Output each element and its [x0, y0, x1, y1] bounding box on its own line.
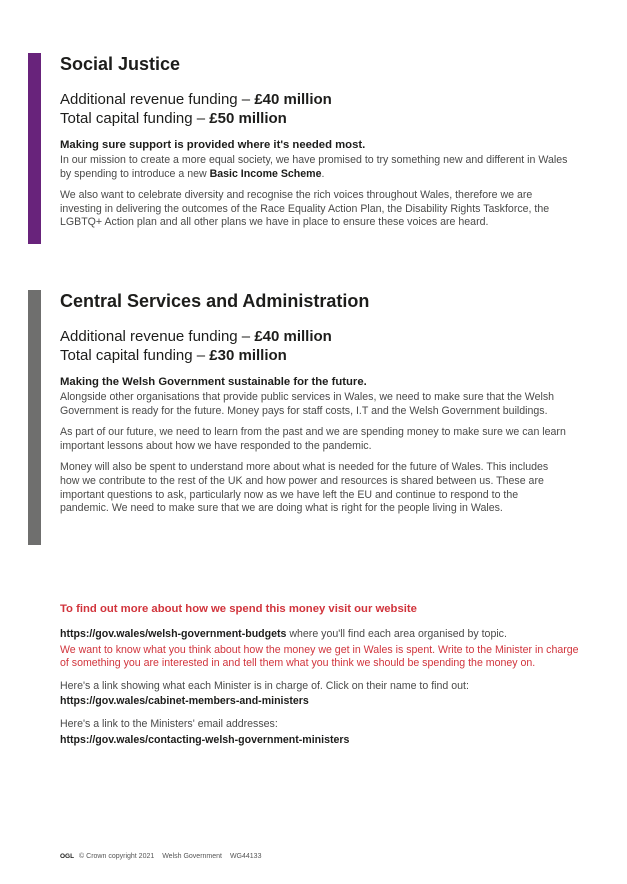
- paragraph: We also want to celebrate diversity and recognise the rich voices throughout Wales, therefore we are investing in delivering the outcomes of the Race Equality Action Plan, the Disability Rights Taskforce, the LGBTQ+ Action plan and all other plans we have in place to ensure these voices are heard.: [60, 189, 550, 229]
- revenue-value: £40 million: [254, 328, 332, 345]
- feedback-paragraph: We want to know what you think about how the money we get in Wales is spent. Write to the Minister in charge of something you are interested in and tell them what you think we should be spending the money on.: [60, 643, 579, 670]
- capital-value: £30 million: [209, 347, 287, 364]
- ministers-link[interactable]: https://gov.wales/cabinet-members-and-ministers: [60, 695, 309, 708]
- revenue-value: £40 million: [254, 91, 332, 108]
- copyright: © Crown copyright 2021: [79, 853, 155, 860]
- email-intro: Here's a link to the Ministers' email addresses:: [60, 717, 278, 730]
- document-ref: WG44133: [229, 853, 262, 860]
- organisation: Welsh Government: [162, 853, 222, 860]
- capital-funding: Total capital funding – £50 million: [60, 110, 287, 127]
- revenue-funding: Additional revenue funding – £40 million: [60, 328, 332, 345]
- paragraph: Alongside other organisations that provide public services in Wales, we need to make sure that the Welsh Government is ready for the future. Money pays for staff costs, I.T and the Welsh Government buildings.: [60, 391, 555, 417]
- basic-income-scheme: Basic Income Scheme: [209, 167, 322, 180]
- budgets-paragraph: https://gov.wales/welsh-government-budgets where you'll find each area organised by topic.: [60, 628, 507, 640]
- email-link[interactable]: https://gov.wales/contacting-welsh-government-ministers: [60, 733, 350, 746]
- paragraph: As part of our future, we need to learn from the past and we are spending money to make sure we can learn important lessons about how we have responded to the pandemic.: [60, 426, 566, 452]
- revenue-funding: Additional revenue funding – £40 million: [60, 91, 332, 108]
- section-subheading: Making the Welsh Government sustainable for the future.: [60, 376, 367, 388]
- budgets-link[interactable]: https://gov.wales/welsh-government-budgets: [60, 628, 287, 640]
- funding-summary: [60, 90, 568, 128]
- section-color-bar: [28, 290, 41, 545]
- section-social-justice: [28, 53, 568, 244]
- section-central-services: [28, 290, 568, 545]
- section-title: Social Justice: [60, 54, 181, 74]
- section-color-bar: [28, 53, 41, 244]
- more-info: [60, 602, 580, 747]
- funding-summary: [60, 327, 568, 365]
- capital-funding: Total capital funding – £30 million: [60, 347, 287, 364]
- section-subheading: Making sure support is provided where it's needed most.: [60, 139, 366, 151]
- ogl-logo-icon: OGL: [60, 853, 75, 860]
- capital-value: £50 million: [209, 110, 287, 127]
- paragraph: Money will also be spent to understand more about what is needed for the future of Wales. This includes how we contribute to the rest of the UK and how power and resources is shared between us. These are important questions to ask, particularly now as we have left the EU and continue to respond to the pandemic. We need to make sure that we are doing what is right for the people living in Wales.: [60, 461, 549, 515]
- ministers-intro: Here's a link showing what each Minister is in charge of. Click on their name to find out:: [60, 679, 469, 692]
- section-title: Central Services and Administration: [60, 291, 370, 311]
- paragraph: In our mission to create a more equal society, we have promised to try something new and different in Wales by spending to introduce a new Basic Income Scheme.: [60, 154, 568, 180]
- more-info-title: To find out more about how we spend this money visit our website: [60, 603, 417, 615]
- footer: [60, 853, 261, 860]
